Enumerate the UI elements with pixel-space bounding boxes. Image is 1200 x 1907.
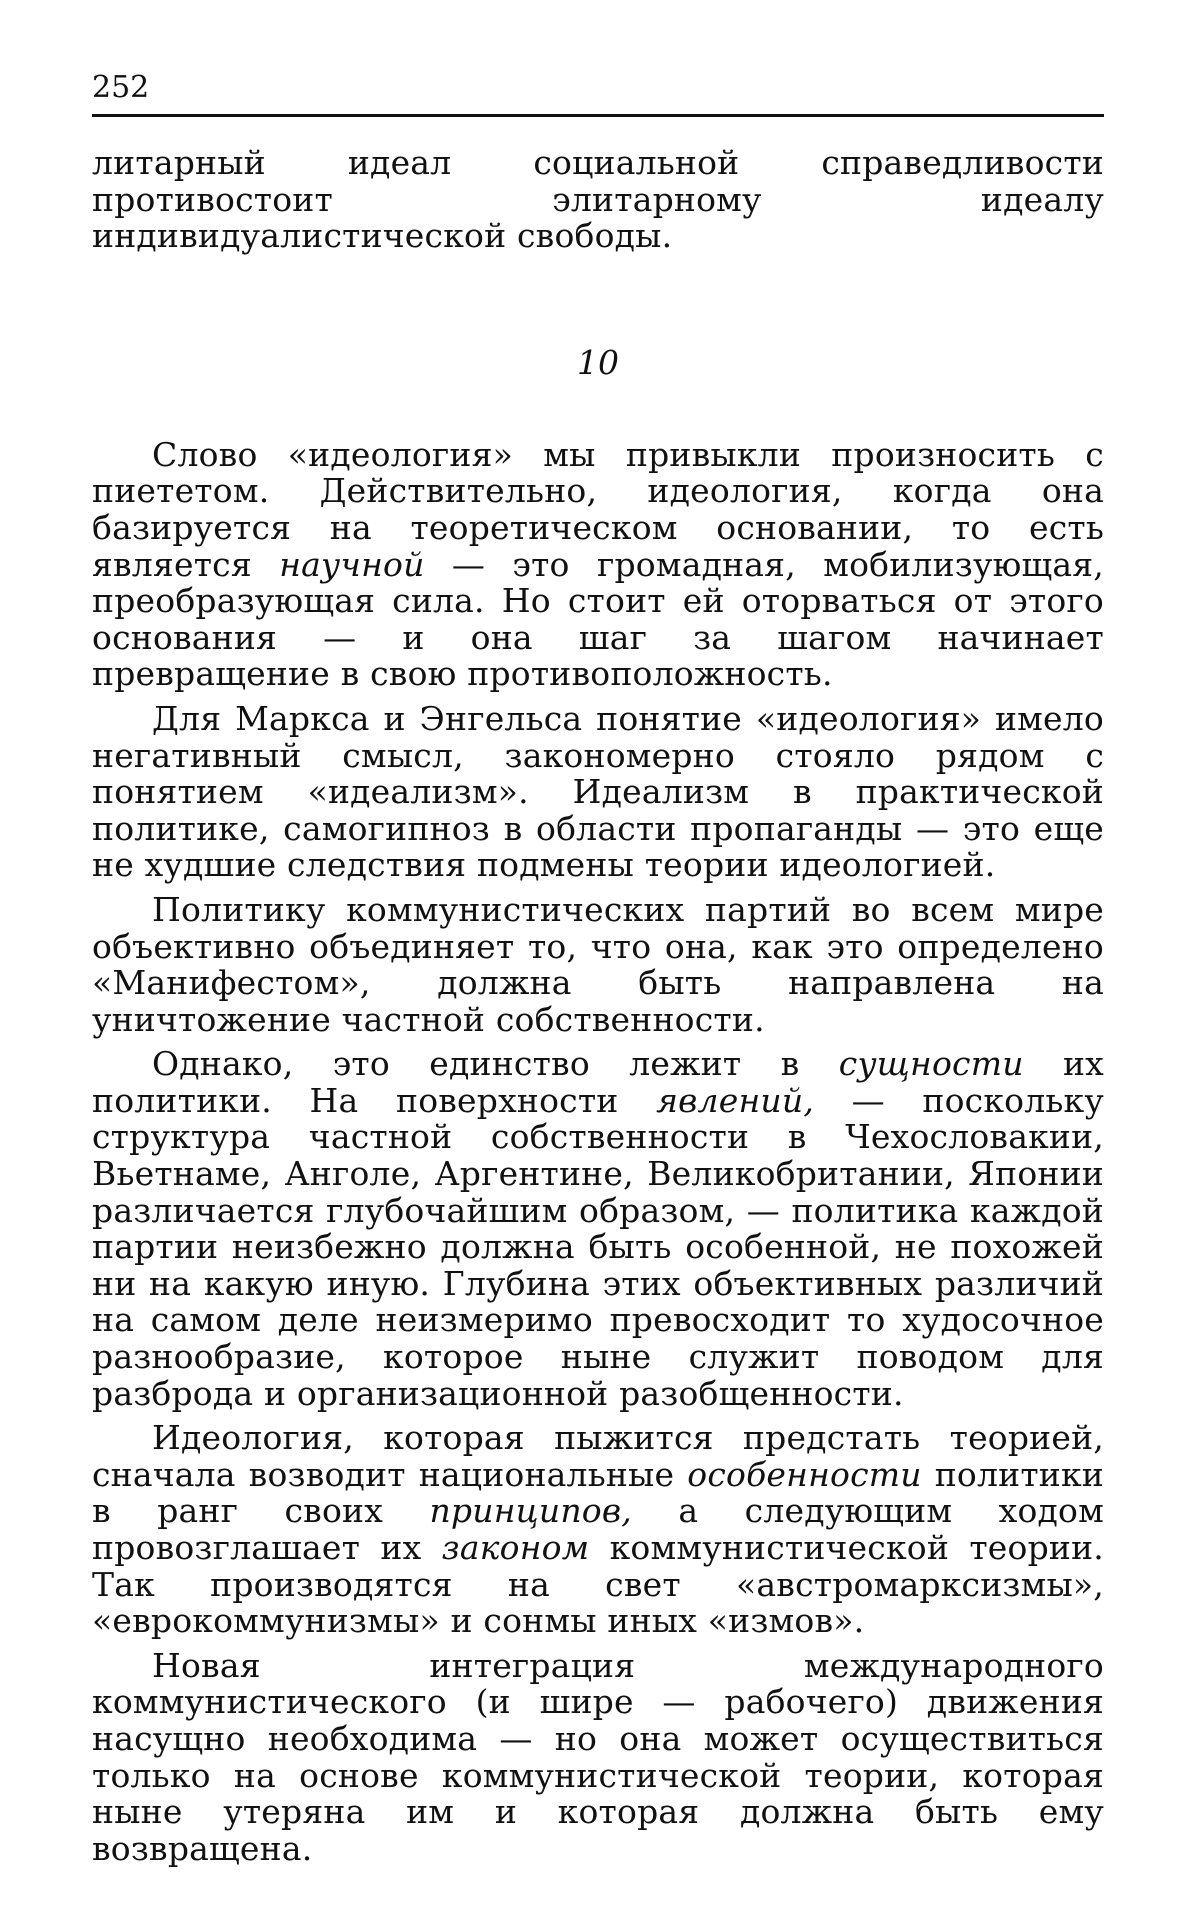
continued-paragraph — [92, 145, 1104, 255]
paragraph-text: Слово «идеология» мы привыкли произносить с пиететом. Действительно, идеология, когда она базируется на теоретическом основании, то есть является — [92, 434, 1104, 584]
paragraph-text: Новая интеграция международного коммунистического (и шире — рабочего) движения насущно необходима — но она может осуществиться только на основе коммунистической теории, которая ныне утеряна им и которая должна быть ему возвращена. — [92, 1645, 1104, 1868]
paragraph-5 — [92, 1420, 1104, 1640]
emphasis-text: законом — [441, 1528, 590, 1567]
emphasis-text: сущности — [838, 1044, 1024, 1084]
book-page — [92, 70, 1104, 1867]
paragraph-text: коммунистической теории. Так производятся на свет «австромарксизмы», «еврокоммунизмы» и сонмы иных «измов». — [92, 1528, 1104, 1641]
paragraph-4 — [92, 1046, 1104, 1412]
paragraph-text: Однако, это единство лежит в — [152, 1044, 839, 1084]
paragraph-text: политики в ранг своих — [92, 1454, 1104, 1531]
paragraph-3 — [92, 889, 1104, 1039]
paragraph-text: Идеология, которая пыжится предстать теорией, сначала возводит национальные — [92, 1418, 1104, 1494]
emphasis-text: особенности — [687, 1454, 922, 1494]
emphasis-text: явлений, — [656, 1080, 815, 1120]
paragraph-text: а следующим ходом провозглашает их — [92, 1491, 1104, 1567]
emphasis-text: принципов, — [429, 1491, 632, 1531]
section-number: 10 — [577, 342, 619, 382]
paragraph-2 — [92, 698, 1104, 885]
page-number: 252 — [92, 70, 150, 105]
emphasis-text: научной — [279, 544, 425, 584]
paragraph-1 — [92, 434, 1104, 694]
paragraph-text: литарный идеал социальной справедливости противостоит элитарному идеалу индивидуалистической свободы. — [92, 143, 1104, 256]
paragraph-text: — это громадная, мобилизующая, преобразующая сила. Но стоит ей оторваться от этого основания — и она шаг за шагом начинает превращение в свою противоположность. — [92, 544, 1104, 694]
paragraph-text: их политики. На поверхности — [92, 1044, 1104, 1120]
paragraph-text: Политику коммунистических партий во всем мире объективно объединяет то, что она, как это определено «Манифестом», должна быть направлена на уничтожение частной собственности. — [92, 889, 1104, 1039]
paragraph-text: Для Маркса и Энгельса понятие «идеология» имело негативный смысл, закономерно стояло рядом с понятием «идеализм». Идеализм в практической политике, самогипноз в области пропаганды — это еще не худшие следствия подмены теории идеологией. — [92, 698, 1104, 885]
paragraph-6 — [92, 1645, 1104, 1868]
header-rule — [92, 114, 1104, 117]
paragraph-text: — поскольку структура частной собственности в Чехословакии, Вьетнаме, Анголе, Аргентине, Великобритании, Японии различается глубочайшим образом, — политика каждой партии неизбежно должна быть особенной, не похожей ни на какую иную. Глубина этих объективных различий на самом деле неизмеримо превосходит то худосочное разнообразие, которое ныне служит поводом для разброда и организационной разобщенности. — [92, 1080, 1104, 1413]
